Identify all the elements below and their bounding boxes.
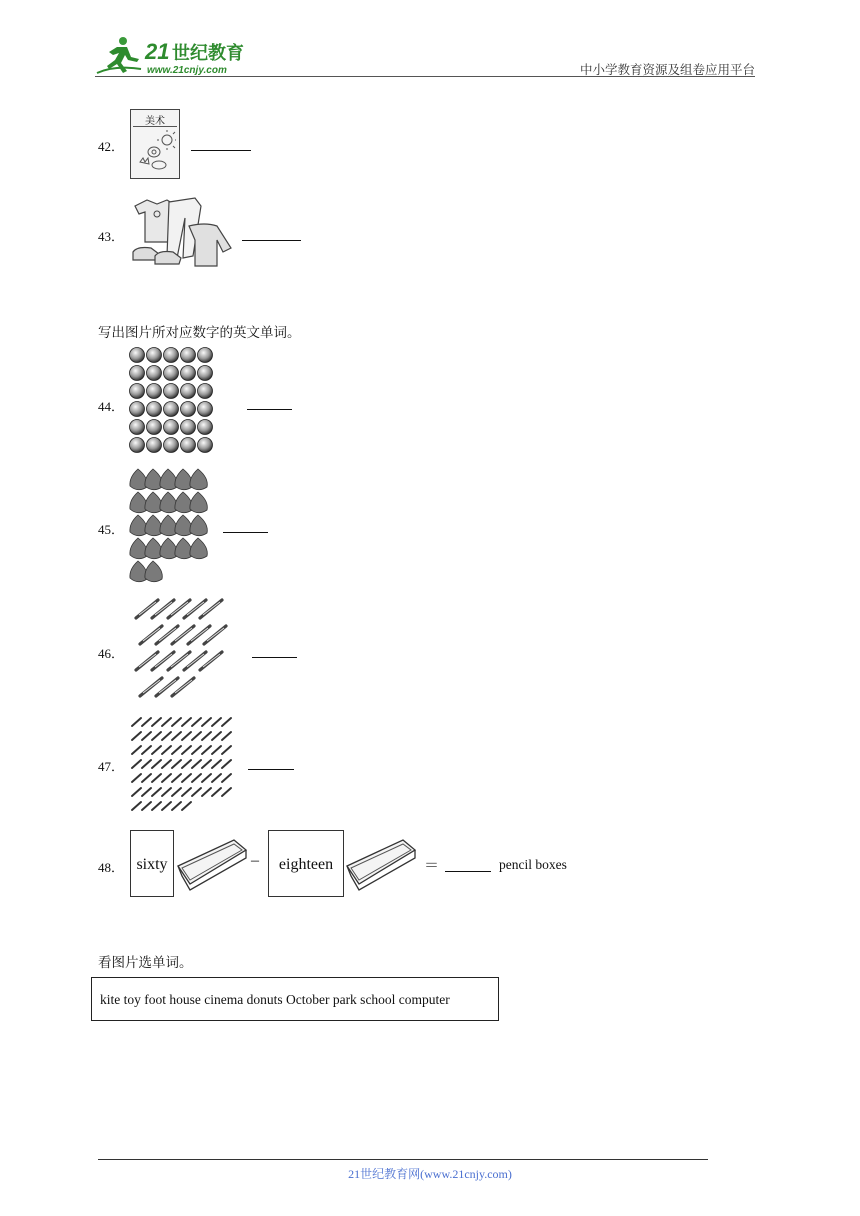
stick-icon bbox=[192, 746, 201, 754]
stick-icon bbox=[192, 732, 201, 740]
stick-icon bbox=[212, 760, 221, 768]
fruit-icon bbox=[145, 469, 162, 490]
stick-icon bbox=[162, 788, 171, 796]
ball-icon bbox=[198, 402, 213, 417]
stick-icon bbox=[182, 774, 191, 782]
stick-icon bbox=[202, 788, 211, 796]
fruit-icon bbox=[145, 538, 162, 559]
bird-sun-icon bbox=[134, 130, 176, 174]
stick-icon bbox=[212, 774, 221, 782]
fruit-icon bbox=[190, 538, 207, 559]
svg-text:21: 21 bbox=[145, 39, 170, 64]
fruit-icon bbox=[175, 469, 192, 490]
stick-icon bbox=[222, 746, 231, 754]
balls-image bbox=[128, 346, 218, 458]
svg-text:www.21cnjy.com: www.21cnjy.com bbox=[147, 65, 227, 76]
ball-icon bbox=[181, 438, 196, 453]
fruit-icon bbox=[130, 561, 147, 582]
book-label: 美术 bbox=[145, 116, 165, 127]
stick-icon bbox=[162, 718, 171, 726]
fruit-icon bbox=[160, 469, 177, 490]
ball-icon bbox=[164, 366, 179, 381]
runner-icon bbox=[97, 37, 141, 73]
fruit-icon bbox=[130, 469, 147, 490]
fruit-icon bbox=[160, 515, 177, 536]
section-instruction: 看图片选单词。 bbox=[98, 955, 193, 970]
question-number: 42． bbox=[98, 139, 125, 154]
question-number: 43． bbox=[98, 229, 125, 244]
ball-icon bbox=[130, 420, 145, 435]
stick-icon bbox=[212, 732, 221, 740]
stick-icon bbox=[142, 760, 151, 768]
header-platform-name: 中小学教育资源及组卷应用平台 bbox=[579, 63, 755, 77]
ball-icon bbox=[198, 420, 213, 435]
ball-icon bbox=[147, 348, 162, 363]
stick-icon bbox=[202, 760, 211, 768]
stick-icon bbox=[202, 774, 211, 782]
stick-icon bbox=[162, 732, 171, 740]
ball-icon bbox=[198, 384, 213, 399]
ball-icon bbox=[164, 384, 179, 399]
stick-icon bbox=[182, 718, 191, 726]
answer-blank[interactable] bbox=[445, 871, 491, 872]
ball-icon bbox=[181, 420, 196, 435]
stick-icon bbox=[172, 732, 181, 740]
ball-icon bbox=[147, 438, 162, 453]
stick-icon bbox=[192, 760, 201, 768]
svg-text:世纪教育: 世纪教育 bbox=[172, 43, 244, 64]
minus-sign: – bbox=[251, 852, 259, 869]
fruit-icon bbox=[145, 515, 162, 536]
pencil-box-icon bbox=[174, 836, 248, 894]
fruit-image bbox=[128, 468, 212, 586]
stick-icon bbox=[222, 788, 231, 796]
stick-icon bbox=[132, 746, 141, 754]
stick-icon bbox=[142, 746, 151, 754]
fruit-icon bbox=[175, 515, 192, 536]
fruit-icon bbox=[145, 561, 162, 582]
stick-icon bbox=[162, 802, 171, 810]
ball-icon bbox=[130, 348, 145, 363]
stick-icon bbox=[132, 760, 141, 768]
fruit-icon bbox=[175, 492, 192, 513]
ball-icon bbox=[147, 420, 162, 435]
fruit-icon bbox=[145, 492, 162, 513]
ball-icon bbox=[164, 438, 179, 453]
section-instruction: 写出图片所对应数字的英文单词。 bbox=[98, 325, 301, 340]
stick-icon bbox=[152, 746, 161, 754]
fruit-icon bbox=[190, 469, 207, 490]
stick-icon bbox=[202, 732, 211, 740]
stick-icon bbox=[132, 788, 141, 796]
stick-icon bbox=[202, 746, 211, 754]
fruit-icon bbox=[160, 492, 177, 513]
answer-blank[interactable] bbox=[242, 240, 301, 241]
footer-text: 21世纪教育网(www.21cnjy.com) bbox=[348, 1167, 512, 1181]
question-number: 45． bbox=[98, 522, 125, 537]
ball-icon bbox=[181, 348, 196, 363]
stick-icon bbox=[172, 718, 181, 726]
ball-icon bbox=[198, 438, 213, 453]
question-number: 48． bbox=[98, 860, 125, 875]
stick-icon bbox=[132, 774, 141, 782]
ball-icon bbox=[147, 366, 162, 381]
stick-icon bbox=[132, 802, 141, 810]
ball-icon bbox=[164, 420, 179, 435]
stick-icon bbox=[212, 788, 221, 796]
stick-icon bbox=[222, 760, 231, 768]
ball-icon bbox=[181, 366, 196, 381]
art-book-image bbox=[130, 109, 180, 179]
number-card-sixty: sixty bbox=[130, 830, 174, 897]
stick-icon bbox=[192, 788, 201, 796]
ball-icon bbox=[164, 402, 179, 417]
stick-icon bbox=[182, 746, 191, 754]
stick-icon bbox=[182, 760, 191, 768]
stick-icon bbox=[222, 774, 231, 782]
number-card-eighteen: eighteen bbox=[268, 830, 344, 897]
stick-icon bbox=[142, 718, 151, 726]
ball-icon bbox=[181, 402, 196, 417]
ball-icon bbox=[198, 366, 213, 381]
answer-blank[interactable] bbox=[248, 769, 294, 770]
stick-icon bbox=[142, 732, 151, 740]
site-logo bbox=[95, 33, 265, 77]
stick-icon bbox=[192, 718, 201, 726]
stick-icon bbox=[142, 788, 151, 796]
ball-icon bbox=[147, 384, 162, 399]
stick-icon bbox=[152, 732, 161, 740]
stick-icon bbox=[212, 718, 221, 726]
ball-icon bbox=[130, 438, 145, 453]
answer-blank[interactable] bbox=[247, 409, 292, 410]
stick-icon bbox=[222, 732, 231, 740]
fruit-icon bbox=[130, 492, 147, 513]
stick-icon bbox=[202, 718, 211, 726]
stick-icon bbox=[182, 802, 191, 810]
stick-icon bbox=[222, 718, 231, 726]
stick-icon bbox=[132, 718, 141, 726]
answer-blank[interactable] bbox=[252, 657, 297, 658]
stick-icon bbox=[152, 802, 161, 810]
pencil-box-icon bbox=[343, 836, 417, 894]
answer-blank[interactable] bbox=[223, 532, 268, 533]
stick-icon bbox=[172, 774, 181, 782]
stick-icon bbox=[132, 732, 141, 740]
stick-icon bbox=[142, 802, 151, 810]
question-number: 46． bbox=[98, 646, 125, 661]
stick-icon bbox=[152, 718, 161, 726]
pens-image bbox=[128, 596, 232, 702]
ball-icon bbox=[198, 348, 213, 363]
stick-icon bbox=[172, 788, 181, 796]
stick-icon bbox=[172, 802, 181, 810]
stick-icon bbox=[212, 746, 221, 754]
answer-blank[interactable] bbox=[191, 150, 251, 151]
stick-icon bbox=[152, 760, 161, 768]
stick-icon bbox=[162, 774, 171, 782]
stick-icon bbox=[162, 760, 171, 768]
stick-icon bbox=[152, 788, 161, 796]
ball-icon bbox=[130, 402, 145, 417]
ball-icon bbox=[147, 402, 162, 417]
footer-divider bbox=[98, 1159, 708, 1160]
stick-icon bbox=[162, 746, 171, 754]
fruit-icon bbox=[190, 492, 207, 513]
fruit-icon bbox=[160, 538, 177, 559]
stick-icon bbox=[172, 746, 181, 754]
question-number: 44． bbox=[98, 399, 125, 414]
ball-icon bbox=[181, 384, 196, 399]
ball-icon bbox=[130, 384, 145, 399]
stick-icon bbox=[142, 774, 151, 782]
fruit-icon bbox=[175, 538, 192, 559]
fruit-icon bbox=[130, 515, 147, 536]
clothes-image bbox=[129, 196, 233, 268]
word-bank: kite toy foot house cinema donuts October park school computer bbox=[91, 977, 499, 1021]
question-number: 47． bbox=[98, 759, 125, 774]
header-divider bbox=[95, 76, 755, 77]
stick-icon bbox=[182, 732, 191, 740]
fruit-icon bbox=[190, 515, 207, 536]
stick-icon bbox=[172, 760, 181, 768]
stick-icon bbox=[192, 774, 201, 782]
stick-icon bbox=[152, 774, 161, 782]
equals-sign: ＝ bbox=[424, 858, 440, 874]
answer-suffix: pencil boxes bbox=[499, 857, 567, 872]
fruit-icon bbox=[130, 538, 147, 559]
sticks-image bbox=[128, 712, 236, 816]
ball-icon bbox=[130, 366, 145, 381]
stick-icon bbox=[182, 788, 191, 796]
ball-icon bbox=[164, 348, 179, 363]
